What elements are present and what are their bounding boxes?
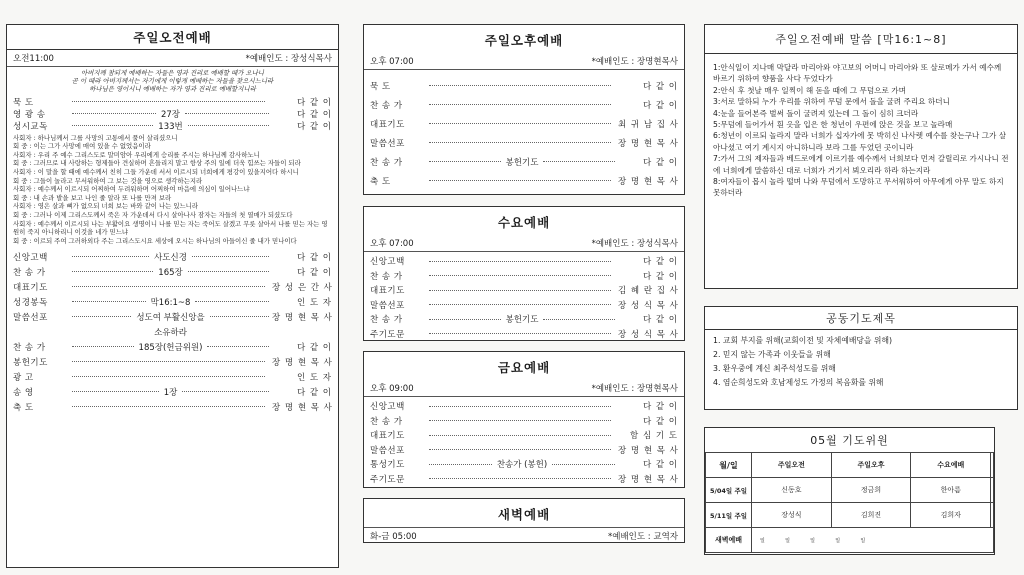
- dawn-row: [706, 528, 994, 553]
- order-row: [364, 298, 684, 313]
- order-label: 대표기도: [13, 282, 48, 293]
- wednesday-title: 수요예배: [497, 215, 551, 230]
- dotted-leader: [429, 420, 611, 421]
- order-person: 다 같 이: [296, 267, 332, 278]
- order-label: 통성기도: [370, 460, 405, 471]
- service-leader: *예배인도 : 장성식목사: [245, 54, 332, 64]
- reading-text: 영은 살과 뼈가 없으되 너희 보는 바와 같이 나는 있느니라: [37, 202, 199, 211]
- order-detail: 165장: [158, 267, 183, 278]
- order-detail: 사도신경: [154, 252, 187, 263]
- order-detail: 27장: [160, 109, 181, 120]
- order-person: 다 같 이: [642, 81, 678, 92]
- sunday-afternoon-meta: [364, 53, 684, 70]
- service-time: 화-금 05:00: [370, 532, 417, 542]
- dotted-leader: [543, 161, 615, 162]
- responsive-line: 회 중 : 내 손과 발을 보고 나인 줄 알라 또 나를 만져 보라: [13, 193, 172, 202]
- empty-cell: [991, 503, 994, 528]
- order-label: 대표기도: [370, 119, 405, 130]
- order-row: [7, 309, 338, 324]
- order-row: [7, 324, 338, 339]
- order-label: 말씀선포: [370, 138, 405, 149]
- speaker: 회 중: [13, 159, 28, 168]
- sermon-verse: 6:청년이 이르되 놀라지 말라 너희가 십자가에 못 박히신 나사렛 예수를 찾는구나 그가 살아나셨고 여기 계시지 아니하니라 보라 그를 두었던 곳이니라: [713, 131, 1007, 152]
- dotted-leader: [429, 142, 611, 143]
- speaker: 회 중: [13, 142, 28, 151]
- order-label: 찬 송 가: [370, 157, 403, 168]
- reading-text: 내 손과 발을 보고 나인 줄 알라 또 나를 만져 보라: [33, 193, 172, 202]
- sermon-verse: 5:무덤에 들어가서 흰 옷을 입은 한 청년이 우편에 앉은 것을 보고 놀라매: [713, 120, 953, 130]
- order-row: [364, 472, 684, 487]
- responsive-line: 회 중 : 이는 그가 사망에 매여 있을 수 없었음이라: [13, 142, 151, 151]
- speaker: 사회자: [13, 185, 32, 194]
- order-label: 찬 송 가: [370, 271, 403, 282]
- dotted-leader: [429, 123, 611, 124]
- order-label: 대표기도: [370, 286, 405, 297]
- order-row: [364, 327, 684, 342]
- order-row: [364, 95, 684, 114]
- service-time: 오전11:00: [13, 54, 54, 64]
- responsive-line: 사회자 : 하나님께서 그를 사망의 고통에서 풀어 살리셨으니: [13, 133, 178, 142]
- order-label: 송 영: [13, 387, 34, 398]
- reading-text: 이는 그가 사망에 매여 있을 수 없었음이라: [33, 142, 151, 151]
- sunday-morning-panel: [6, 24, 339, 568]
- dotted-leader: [429, 275, 611, 276]
- dotted-leader: [185, 113, 269, 114]
- order-person: 인 도 자: [296, 372, 332, 383]
- responsive-line: 회 중 : 그러나 이제 그리스도께서 죽은 자 가운데서 다시 살아나사 잠자는 자들의 첫 열매가 되셨도다: [13, 210, 293, 219]
- service-leader: *예배인도 : 장성식목사: [591, 239, 678, 249]
- reading-text: 하나님께서 그를 사망의 고통에서 풀어 살리셨으니: [37, 133, 178, 142]
- service-time: 오후 07:00: [370, 57, 414, 67]
- sermon-verse: 4:눈을 들어본즉 벌써 돌이 굴려져 있는데 그 돌이 심히 크더라: [713, 108, 919, 118]
- prayer-item: 4. 염순희성도와 호남제성도 가정의 복음화를 위해: [713, 378, 884, 387]
- service-time: 오후 07:00: [370, 239, 414, 249]
- order-person: 다 같 이: [642, 460, 679, 471]
- speaker: 사회자: [13, 133, 32, 142]
- reading-text: 그러나 이제 그리스도께서 죽은 자 가운데서 다시 살아나사 잠자는 자들의 첫 열매가 되셨도다: [33, 210, 293, 219]
- dawn-title: 새벽예배: [497, 507, 551, 522]
- dotted-leader: [429, 180, 611, 181]
- order-label: 말씀선포: [370, 445, 405, 456]
- responsive-line: 회 중 : 그러므로 내 사랑하는 형제들아 견실하며 흔들리지 말고 항상 주의 일에 더욱 힘쓰는 자들이 되라: [13, 159, 301, 168]
- order-person: 인 도 자: [296, 297, 332, 308]
- reading-text: 그들이 놀라고 무서워하여 그 보는 것을 영으로 생각하는지라: [33, 176, 203, 185]
- dotted-leader: [429, 319, 501, 320]
- dotted-leader: [72, 101, 265, 102]
- dotted-leader: [188, 125, 269, 126]
- sermon-verse: 8:여자들이 몹시 놀라 떨며 나와 무덤에서 도망하고 무서워하여 아무에게 아무 말도 하지 못하더라: [713, 177, 1004, 198]
- intro-verse: 아버지께 참되게 예배하는 자들은 영과 진리로 예배할 때가 오나니 곧 이 때라 아버지께서는 자기에게 이렇게 예배하는 자들을 찾으시느니라 하나님은 영이시니 예배하는 자가 영과 진리로 예배할지니라: [71, 69, 274, 94]
- order-detail: 막16:1~8: [150, 297, 191, 308]
- order-row: [7, 96, 338, 108]
- dotted-leader: [429, 85, 611, 86]
- dotted-leader: [72, 301, 146, 302]
- dotted-leader: [72, 406, 265, 407]
- speaker: 회 중: [13, 193, 28, 202]
- dotted-leader: [429, 104, 611, 105]
- empty-cell: [991, 453, 994, 478]
- order-row: [364, 114, 684, 133]
- speaker: 사회자: [13, 167, 32, 176]
- dotted-leader: [429, 478, 611, 479]
- order-row: [7, 339, 338, 354]
- order-row: [7, 120, 338, 132]
- committee-title: 05월 기도위원: [810, 434, 889, 447]
- order-row: [364, 457, 684, 472]
- reading-text: 예수께서 이르시되 어찌하여 두려워하며 어찌하여 마음에 의심이 일어나느냐: [37, 185, 250, 194]
- order-row: [7, 108, 338, 120]
- committee-panel: [704, 427, 995, 555]
- order-person: 장 성 식 목 사: [618, 300, 679, 311]
- order-detail: 185장(헌금위원): [138, 342, 203, 353]
- row-wednesday: 김희자: [911, 503, 991, 528]
- prayer-item: 1. 교회 부지를 위해(교회이전 및 자체예배당을 위해): [713, 336, 893, 345]
- order-row: [7, 294, 338, 309]
- speaker: 사회자: [13, 150, 32, 159]
- order-row: [364, 133, 684, 152]
- dotted-leader: [207, 346, 269, 347]
- order-person: 함 심 기 도: [630, 431, 678, 442]
- order-detail: 봉헌기도: [505, 315, 539, 326]
- dotted-leader: [72, 391, 159, 392]
- responsive-line: 사회자 : 예수께서 이르시되 나는 부활이요 생명이니 나를 믿는 자는 죽어도 살겠고 무릇 살아서 나를 믿는 자는 영원히 죽지 아니하리니 이것을 네가 믿느냐: [13, 219, 328, 237]
- order-label: 주기도문: [370, 329, 405, 340]
- dawn-meta: [364, 527, 684, 543]
- order-label: 말씀선포: [370, 300, 405, 311]
- responsive-line: 사회자 : 우리 주 예수 그리스도로 말미암아 우리에게 승리를 주시는 하나님께 감사하노니: [13, 150, 260, 159]
- order-row: [364, 269, 684, 284]
- order-row: [364, 312, 684, 327]
- order-row: [7, 384, 338, 399]
- order-person: 다 같 이: [642, 157, 679, 168]
- responsive-line: 사회자 : 예수께서 이르시되 어찌하여 두려워하며 어찌하여 마음에 의심이 일어나느냐: [13, 185, 250, 194]
- order-person: 장 명 현 목 사: [618, 138, 679, 149]
- reading-text: 우리 주 예수 그리스도로 말미암아 우리에게 승리를 주시는 하나님께 감사하노니: [37, 150, 260, 159]
- dotted-leader: [543, 319, 615, 320]
- sermon-verse: 2:안식 후 첫날 매우 일찍이 해 돋을 때에 그 무덤으로 가며: [713, 85, 906, 95]
- dotted-leader: [182, 391, 269, 392]
- order-person: 장 명 현 목 사: [618, 176, 679, 187]
- speaker: 사회자: [13, 202, 32, 211]
- order-person: 장 명 현 목 사: [272, 357, 333, 368]
- order-person: 다 같 이: [642, 271, 678, 282]
- order-person: 장 명 현 목 사: [272, 312, 333, 323]
- order-row: [7, 369, 338, 384]
- responsive-line: 사회자 : 이 말을 할 때에 예수께서 친히 그들 가운데 서서 이르시되 너희에게 평강이 있을지어다 하시니: [13, 167, 299, 176]
- order-person: 다 같 이: [296, 342, 333, 353]
- order-row: [364, 76, 684, 95]
- order-person: 장 성 식 목 사: [618, 329, 679, 340]
- speaker: 사회자: [13, 219, 32, 228]
- dotted-leader: [72, 113, 156, 114]
- row-date: 5/11일 주일: [706, 503, 752, 528]
- order-person: 다 같 이: [296, 387, 332, 398]
- order-label: 축 도: [13, 402, 34, 413]
- order-list-bottom: [7, 249, 338, 414]
- prayer-topics-panel: [704, 306, 1018, 410]
- service-leader: *예배인도 : 장명현목사: [591, 384, 678, 394]
- reading-text: 그러므로 내 사랑하는 형제들아 견실하며 흔들리지 말고 항상 주의 일에 더욱 힘쓰는 자들이 되라: [33, 159, 301, 168]
- sermon-verse: 3:서로 말하되 누가 우리를 위하여 무덤 문에서 돌을 굴려 주리요 하더니: [713, 97, 950, 107]
- order-detail: 1장: [163, 387, 178, 398]
- order-row: [7, 264, 338, 279]
- order-label: 봉헌기도: [13, 357, 48, 368]
- header-sunday-pm: 주일오후: [831, 453, 911, 478]
- dotted-leader: [429, 406, 611, 407]
- row-date: 5/04일 주일: [706, 478, 752, 503]
- wednesday-panel: [363, 206, 685, 341]
- service-time: 오후 09:00: [370, 384, 414, 394]
- order-detail: 성도여 부활신앙을: [136, 312, 205, 323]
- order-person: 다 같 이: [642, 257, 678, 268]
- wednesday-meta: [364, 235, 684, 252]
- order-label: 찬 송 가: [370, 416, 403, 427]
- order-label: 축 도: [370, 176, 391, 187]
- speaker: 회 중: [13, 210, 28, 219]
- order-label: 주기도문: [370, 474, 405, 485]
- committee-header-row: [706, 453, 994, 478]
- order-person: 다 같 이: [642, 402, 678, 413]
- dotted-leader: [72, 125, 153, 126]
- prayer-topics-title: 공동기도제목: [705, 307, 1017, 330]
- order-person: 다 같 이: [296, 97, 332, 108]
- committee-row: [706, 478, 994, 503]
- prayer-item: 2. 믿지 않는 가족과 이웃들을 위해: [713, 350, 831, 359]
- speaker: 회 중: [13, 176, 28, 185]
- dotted-leader: [429, 261, 611, 262]
- order-person: 다 같 이: [296, 121, 332, 132]
- service-leader: *예배인도 : 장명현목사: [591, 57, 678, 67]
- order-row: [364, 443, 684, 458]
- row-wednesday: 한아름: [911, 478, 991, 503]
- dotted-leader: [210, 316, 269, 317]
- empty-cell: [991, 478, 994, 503]
- order-label: 찬 송 가: [13, 267, 46, 278]
- dotted-leader: [429, 333, 611, 334]
- dotted-leader: [72, 271, 153, 272]
- prayer-item: 3. 환우중에 계신 최주석성도를 위해: [713, 364, 836, 373]
- row-sunday-pm: 김희진: [831, 503, 911, 528]
- order-label: 대표기도: [370, 431, 405, 442]
- dotted-leader: [72, 346, 134, 347]
- order-detail: 찬송가 (봉헌): [496, 460, 548, 471]
- order-person: 최 귀 남 집 사: [618, 119, 679, 130]
- responsive-reading: [7, 132, 338, 250]
- committee-table: [705, 452, 994, 553]
- dawn-panel: [363, 498, 685, 543]
- order-detail: 소유하라: [154, 327, 187, 338]
- order-list-top: [7, 96, 338, 132]
- dawn-days: 일 일 일 일 일: [752, 528, 994, 553]
- responsive-line: 사회자 : 영은 살과 뼈가 없으되 너희 보는 바와 같이 나는 있느니라: [13, 202, 199, 211]
- dotted-leader: [72, 286, 265, 287]
- dawn-label: 새벽예배: [706, 528, 752, 553]
- service-leader: *예배인도 : 교역자: [608, 532, 678, 542]
- order-row: [364, 399, 684, 414]
- dotted-leader: [429, 304, 611, 305]
- order-label: 광 고: [13, 372, 34, 383]
- committee-row: [706, 503, 994, 528]
- order-row: [7, 249, 338, 264]
- dotted-leader: [72, 316, 131, 317]
- dotted-leader: [72, 376, 265, 377]
- dotted-leader: [429, 449, 611, 450]
- order-person: 다 같 이: [642, 416, 678, 427]
- speaker: 회 중: [13, 236, 28, 245]
- order-label: 신앙고백: [370, 257, 405, 268]
- order-label: 신앙고백: [13, 252, 48, 263]
- order-person: 다 같 이: [642, 315, 679, 326]
- order-detail: 133번: [158, 121, 183, 132]
- order-label: 말씀선포: [13, 312, 48, 323]
- sunday-morning-title: 주일오전예배: [7, 25, 338, 50]
- header-sunday-am: 주일오전: [752, 453, 832, 478]
- order-person: 장 성 은 간 사: [272, 282, 333, 293]
- order-row: [7, 399, 338, 414]
- row-sunday-am: 장성식: [752, 503, 832, 528]
- dotted-leader: [188, 271, 269, 272]
- order-label: 찬 송 가: [370, 315, 403, 326]
- order-label: 영 광 송: [13, 109, 46, 120]
- responsive-line: 회 중 : 그들이 놀라고 무서워하여 그 보는 것을 영으로 생각하는지라: [13, 176, 203, 185]
- order-list: [364, 397, 684, 486]
- dotted-leader: [72, 256, 149, 257]
- order-label: 성경봉독: [13, 297, 48, 308]
- order-person: 다 같 이: [296, 252, 333, 263]
- order-label: 성시교독: [13, 121, 48, 132]
- order-row: [364, 171, 684, 190]
- dotted-leader: [429, 290, 611, 291]
- reading-text: 이르되 주여 그러하외다 주는 그리스도시요 세상에 오시는 하나님의 아들이신 줄 내가 믿나이다: [33, 236, 297, 245]
- dotted-leader: [552, 464, 615, 465]
- order-row: [7, 354, 338, 369]
- friday-panel: [363, 351, 685, 488]
- order-row: [364, 254, 684, 269]
- prayer-topics-list: [705, 330, 1017, 394]
- dotted-leader: [192, 256, 269, 257]
- order-person: 장 명 현 목 사: [618, 445, 679, 456]
- order-row: [364, 414, 684, 429]
- sermon-verse: 1:안식일이 지나매 막달라 마리아와 야고보의 어머니 마리아와 또 살로메가 가서 예수께 바르기 위하여 향품을 사다 두었다가: [713, 63, 1002, 84]
- header-wednesday: 수요예배: [911, 453, 991, 478]
- order-list: [364, 252, 684, 341]
- order-label: 묵 도: [370, 81, 391, 92]
- order-label: 찬 송 가: [370, 100, 403, 111]
- row-sunday-am: 신동호: [752, 478, 832, 503]
- friday-title: 금요예배: [497, 360, 551, 375]
- sermon-title: 주일오전예배 말씀 [막16:1~8]: [705, 25, 1017, 54]
- order-person: 다 같 이: [296, 109, 332, 120]
- sermon-verse: 7:가서 그의 제자들과 베드로에게 이르기를 예수께서 너희보다 먼저 갈릴리로 가시나니 전에 너희에게 말씀하신 대로 너희가 거기서 뵈오리라 하라 하는지라: [713, 154, 1009, 175]
- order-detail: 봉헌기도: [505, 157, 539, 168]
- order-person: 장 명 현 목 사: [272, 402, 333, 413]
- sunday-afternoon-title: 주일오후예배: [484, 33, 564, 48]
- order-row: [364, 283, 684, 298]
- dotted-leader: [429, 161, 501, 162]
- sunday-morning-meta: [7, 50, 338, 67]
- header-date: 월/일: [706, 453, 752, 478]
- reading-text: 예수께서 이르시되 나는 부활이요 생명이니 나를 믿는 자는 죽어도 살겠고 무릇 살아서 나를 믿는 자는 영원히 죽지 아니하리니 이것을 네가 믿느냐: [13, 219, 328, 237]
- sermon-verses: [705, 54, 1017, 203]
- responsive-line: 회 중 : 이르되 주여 그러하외다 주는 그리스도시요 세상에 오시는 하나님의 아들이신 줄 내가 믿나이다: [13, 236, 297, 245]
- sermon-panel: [704, 24, 1018, 289]
- dotted-leader: [195, 301, 269, 302]
- order-person: 김 혜 란 집 사: [618, 286, 679, 297]
- order-row: [364, 152, 684, 171]
- sunday-afternoon-panel: [363, 24, 685, 195]
- order-label: 묵 도: [13, 97, 34, 108]
- order-list: [364, 70, 684, 190]
- order-person: 장 명 현 목 사: [618, 474, 679, 485]
- dotted-leader: [72, 361, 265, 362]
- dotted-leader: [429, 464, 492, 465]
- order-row: [364, 428, 684, 443]
- order-person: 다 같 이: [642, 100, 678, 111]
- reading-text: 이 말을 할 때에 예수께서 친히 그들 가운데 서서 이르시되 너희에게 평강이 있을지어다 하시니: [37, 167, 299, 176]
- order-row: [7, 279, 338, 294]
- row-sunday-pm: 정금희: [831, 478, 911, 503]
- friday-meta: [364, 380, 684, 397]
- order-label: 찬 송 가: [13, 342, 46, 353]
- order-label: 신앙고백: [370, 402, 405, 413]
- dotted-leader: [429, 435, 611, 436]
